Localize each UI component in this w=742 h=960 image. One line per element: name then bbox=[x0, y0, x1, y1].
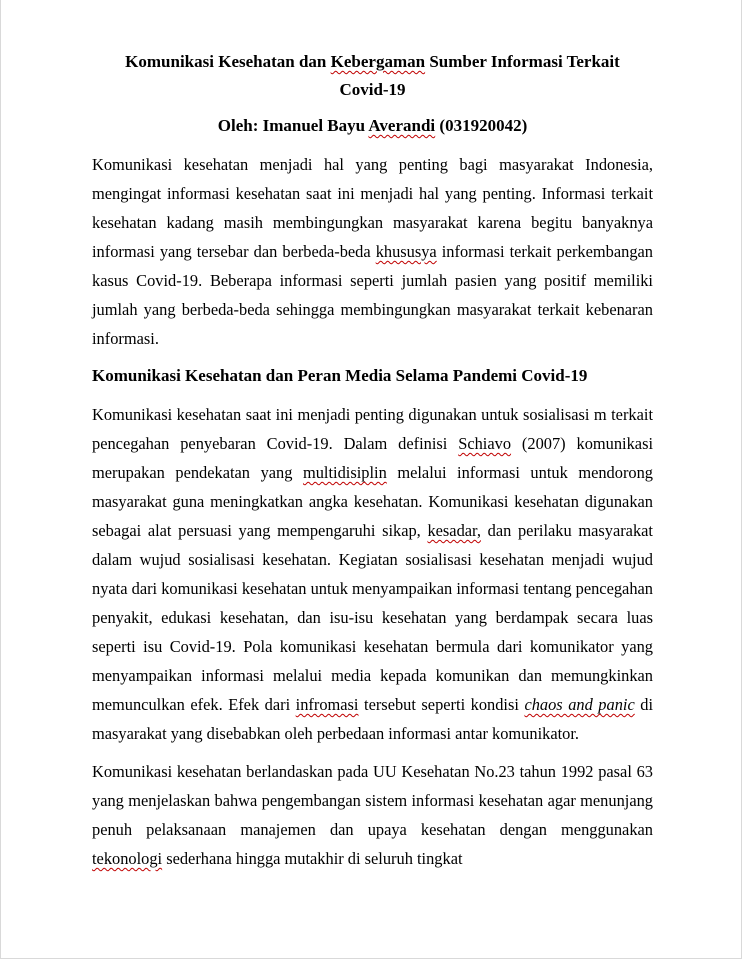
misspelled-word[interactable]: Kebergaman bbox=[330, 52, 426, 71]
section-heading: Komunikasi Kesehatan dan Peran Media Selama Pandemi Covid-19 bbox=[92, 366, 588, 385]
misspelled-word[interactable]: khususya bbox=[375, 242, 437, 261]
misspelled-word[interactable]: Averandi bbox=[368, 116, 436, 135]
misspelled-word[interactable]: tekonologi bbox=[92, 849, 163, 868]
italic-phrase[interactable]: chaos and panic bbox=[524, 695, 635, 714]
misspelled-word[interactable]: multidisiplin bbox=[302, 463, 387, 482]
author-line: Oleh: Imanuel Bayu Averandi (031920042) bbox=[217, 116, 528, 135]
document-body bbox=[92, 48, 653, 873]
misspelled-word[interactable]: Schiavo bbox=[458, 434, 512, 453]
paragraph-media-role: Komunikasi kesehatan saat ini menjadi penting digunakan untuk sosialisasi m terkait pencegahan penyebaran Covid-19. Dalam definisi Schiavo (2007) komunikasi merupakan pendekatan yang multidisiplin melalui informasi untuk mendorong masyarakat guna meningkatkan angka kesehatan. Komunikasi kesehatan digunakan sebagai alat persuasi yang mempengaruhi sikap, kesadar, dan perilaku masyarakat dalam wujud sosialisasi kesehatan. Kegiatan sosialisasi kesehatan menjadi wujud nyata dari komunikasi kesehatan untuk menyampaikan informasi tentang pencegahan penyakit, edukasi kesehatan, dan isu-isu kesehatan yang berdampak secara luas seperti isu Covid-19. Pola komunikasi kesehatan bermula dari komunikator yang menyampaikan informasi melalui media kepada komunikan dan memungkinkan memunculkan efek. Efek dari infromasi tersebut seperti kondisi chaos and panic di masyarakat yang disebabkan oleh perbedaan informasi antar komunikator. bbox=[92, 405, 654, 743]
misspelled-word[interactable]: kesadar, bbox=[427, 521, 481, 540]
paragraph-legal-basis: Komunikasi kesehatan berlandaskan pada UU Kesehatan No.23 tahun 1992 pasal 63 yang menjelaskan bahwa pengembangan sistem informasi kesehatan agar menunjang penuh pelaksanaan manajemen dan upaya kesehatan dengan menggunakan tekonologi sederhana hingga mutakhir di seluruh tingkat bbox=[92, 762, 653, 868]
misspelled-word[interactable]: infromasi bbox=[295, 695, 359, 714]
document-title: Komunikasi Kesehatan dan Kebergaman Sumber Informasi Terkait Covid-19 bbox=[125, 52, 620, 99]
paragraph-intro: Komunikasi kesehatan menjadi hal yang penting bagi masyarakat Indonesia, mengingat informasi kesehatan saat ini menjadi hal yang penting. Informasi terkait kesehatan kadang masih membingungkan masyarakat karena begitu banyaknya informasi yang tersebar dan berbeda-beda khususya informasi terkait perkembangan kasus Covid-19. Beberapa informasi seperti jumlah pasien yang positif memiliki jumlah yang berbeda-beda sehingga membingungkan masyarakat terkait kebenaran informasi. bbox=[92, 155, 653, 348]
